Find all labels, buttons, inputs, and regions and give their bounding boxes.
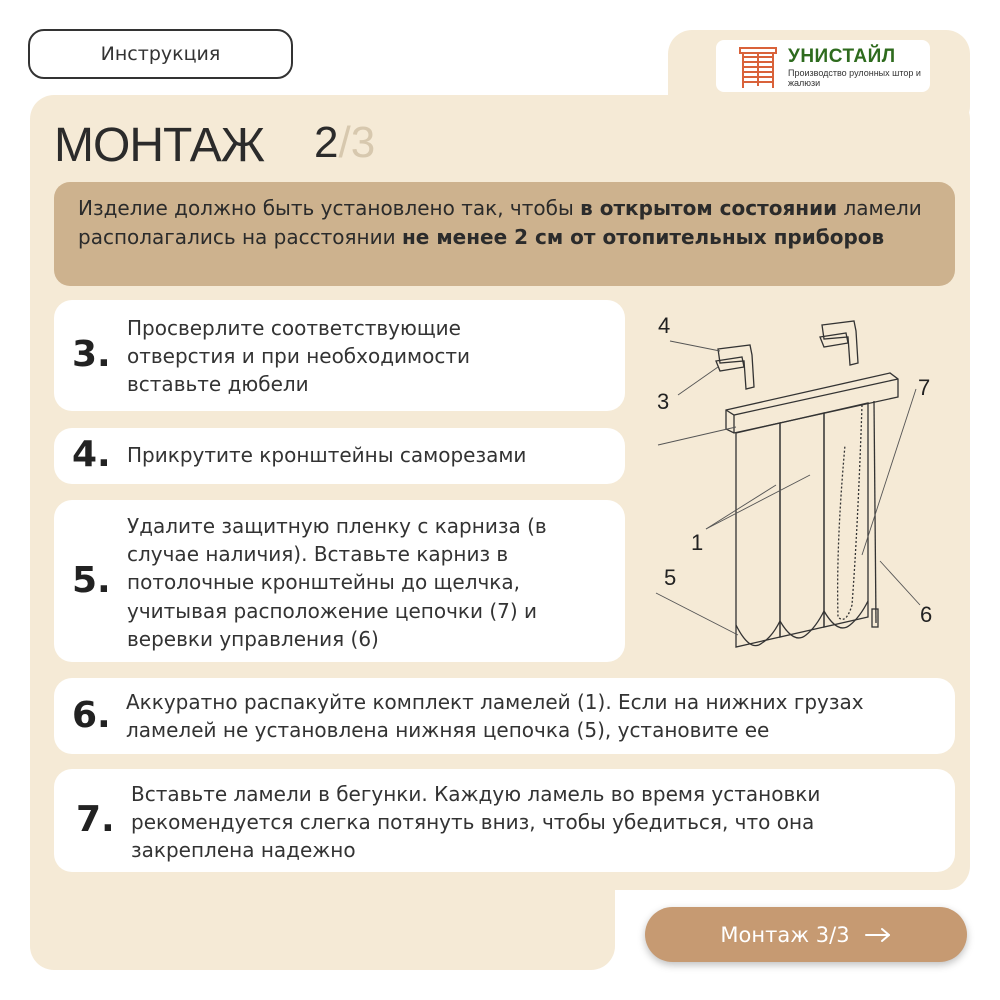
step-number: 6. [72,695,111,736]
notice-emphasis: в открытом состоянии [580,196,838,220]
notice-emphasis: не менее 2 см от отопительных приборов [401,224,885,249]
step-card-3 [54,300,625,411]
bracket-right [822,321,858,365]
step-number: 7. [76,799,115,840]
notice-box [54,182,955,286]
slat-2 [780,413,824,637]
installation-diagram [640,305,960,665]
step-card-7 [54,769,955,872]
next-page-button[interactable] [645,907,967,962]
step-number: 5. [72,560,111,601]
callout-4: 4 [658,313,671,338]
callout-5: 5 [664,565,677,590]
step-card-4 [54,428,625,484]
page-total: 3 [350,118,376,167]
blinds-logo-icon [738,46,778,90]
callout-1: 1 [691,530,704,555]
page-current: 2 [314,118,339,167]
callout-6: 6 [920,602,933,627]
step-text: Аккуратно распакуйте комплект ламелей (1). Если на нижних грузах ламелей не установлена нижняя цепочка (5), установите ее [126,690,864,743]
notice-text-part: Изделие должно быть установлено так, чтобы [78,196,581,220]
callout-7: 7 [918,375,931,400]
brand-logo [716,40,930,92]
headrail [726,373,898,433]
step-text: Просверлите соответствующие отверстия и при необходимости вставьте дюбели [127,316,471,397]
step-card-6 [54,678,955,754]
instruction-tag [28,29,293,79]
step-text: Вставьте ламели в бегунки. Каждую ламель во время установки рекомендуется слегка потянуть вниз, чтобы убедиться, что она закреплена надежно [131,782,821,863]
chain-7 [838,405,862,619]
callout-3: 3 [657,389,670,414]
slat-1 [736,423,780,647]
notice-text [78,194,938,251]
brand-tagline: Производство рулонных штор и жалюзи [788,68,921,88]
step-number: 4. [72,434,111,475]
step-text: Удалите защитную пленку с карниза (в случае наличия). Вставьте карниз в потолочные кронштейны до щелчка, учитывая расположение цепочки (7) и веревки управления (6) [127,514,547,651]
arrow-right-icon [864,927,892,943]
step-text: Прикрутите кронштейны саморезами [127,443,527,467]
notice-text-part: ламели располагались на расстоянии [78,196,922,249]
page-separator: / [338,118,351,167]
next-page-button-label: Монтаж 3/3 [720,922,850,947]
step-card-5 [54,500,625,662]
step-number: 3. [72,334,111,375]
bracket-left [718,345,754,389]
slat-3 [824,403,868,627]
page-indicator [314,118,375,168]
page-title: МОНТАЖ [54,119,265,172]
brand-name: УНИСТАЙЛ [788,46,896,67]
instruction-tag-label: Инструкция [100,43,221,65]
panel-background-bottom [30,860,615,970]
